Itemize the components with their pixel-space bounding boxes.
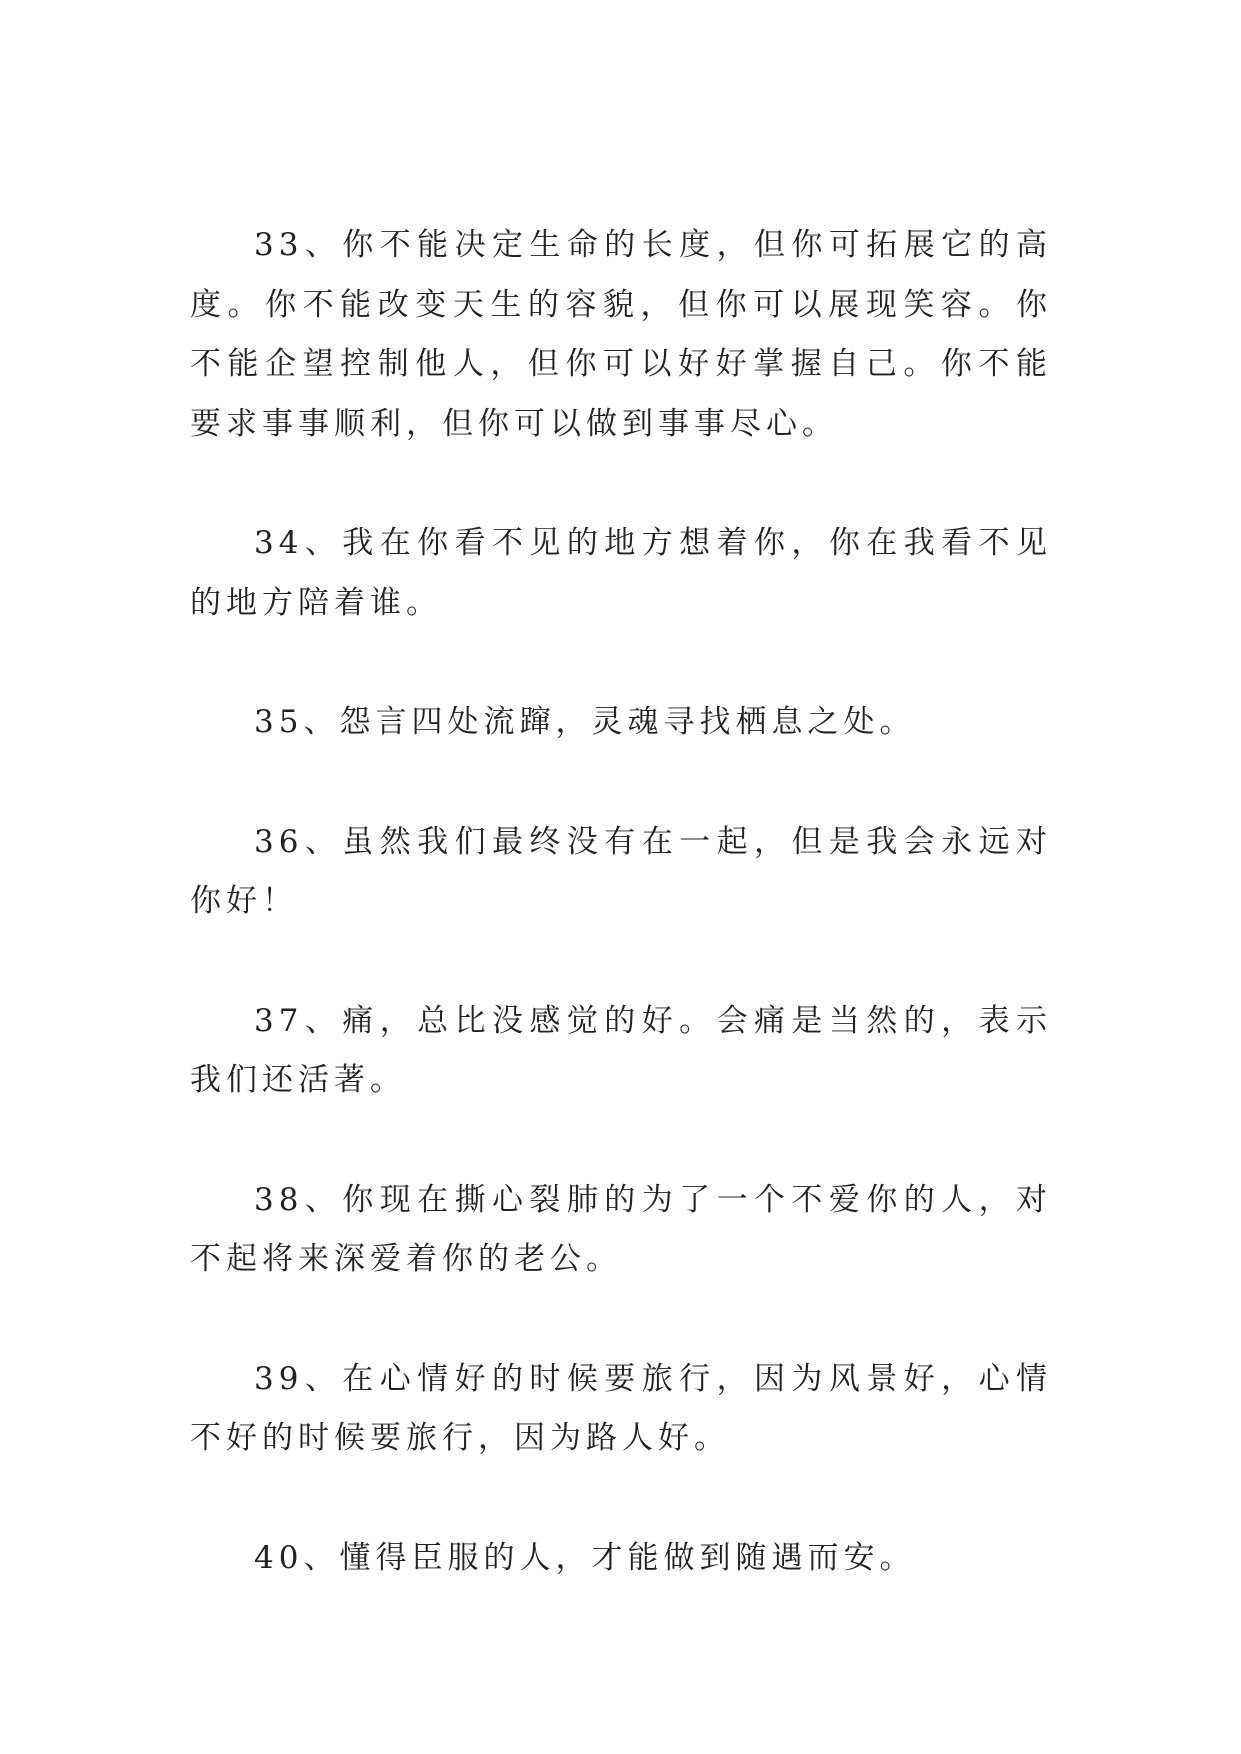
paragraph-34: 34、我在你看不见的地方想着你，你在我看不见的地方陪着谁。 <box>190 525 1052 621</box>
paragraph-37: 37、痛，总比没感觉的好。会痛是当然的，表示我们还活著。 <box>190 1002 1052 1098</box>
paragraph-33: 33、你不能决定生命的长度，但你可拓展它的高度。你不能改变天生的容貌，但你可以展现笑容。你不能企望控制他人，但你可以好好掌握自己。你不能要求事事顺利，但你可以做到事事尽心。 <box>190 227 1052 442</box>
paragraph-40: 40、懂得臣服的人，才能做到随遇而安。 <box>254 1539 916 1576</box>
paragraph-36: 36、虽然我们最终没有在一起，但是我会永远对你好！ <box>190 823 1052 919</box>
paragraph-39: 39、在心情好的时候要旅行，因为风景好，心情不好的时候要旅行，因为路人好。 <box>190 1360 1052 1456</box>
document-body <box>190 216 1052 1588</box>
paragraph-38: 38、你现在撕心裂肺的为了一个不爱你的人，对不起将来深爱着你的老公。 <box>190 1181 1052 1277</box>
paragraph-35: 35、怨言四处流蹿，灵魂寻找栖息之处。 <box>254 704 916 740</box>
